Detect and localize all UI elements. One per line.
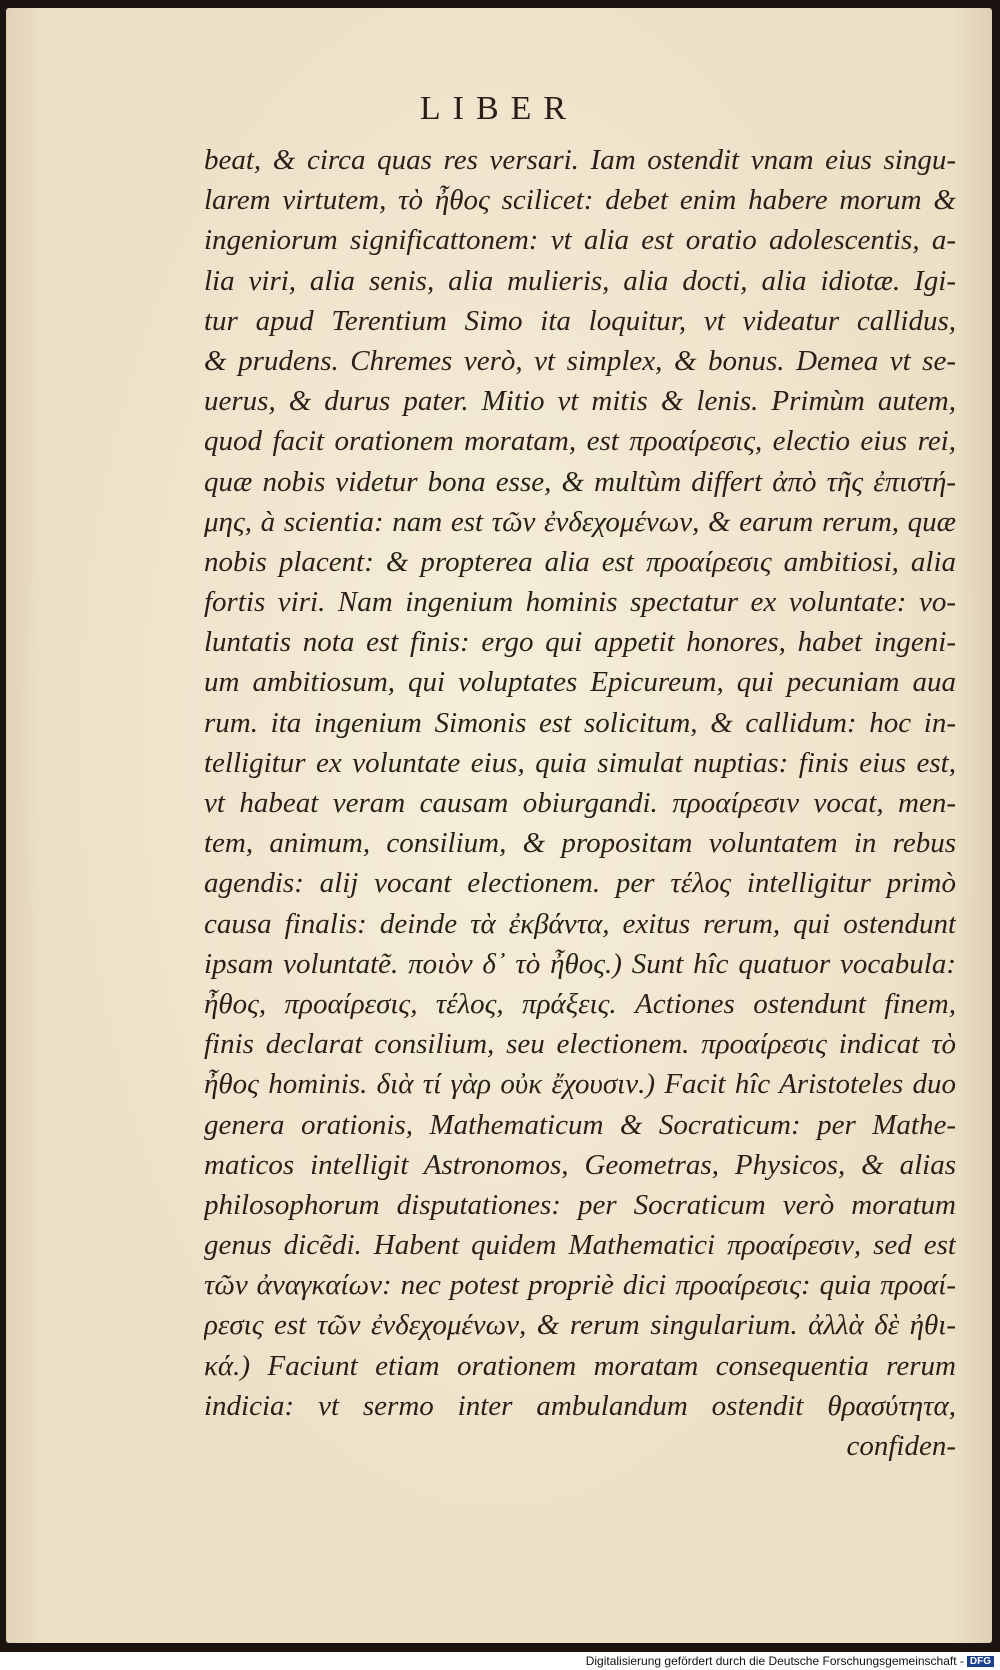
text-line: nobis placent: & propterea alia est προαίρεσις ambitiosi, alia bbox=[204, 545, 956, 578]
running-head: LIBER bbox=[419, 90, 579, 127]
digitization-credit bbox=[586, 1654, 994, 1668]
text-line: rum. ita ingenium Simonis est solicitum, & callidum: hoc in- bbox=[204, 706, 956, 739]
catchword: confiden- bbox=[846, 1430, 956, 1462]
text-line: luntatis nota est finis: ergo qui appetit honores, habet ingeni- bbox=[204, 626, 956, 659]
dfg-logo: DFG bbox=[967, 1656, 994, 1667]
text-line: ingeniorum significattonem: vt alia est oratio adolescentis, a- bbox=[204, 224, 956, 257]
text-line: agendis: alij vocant electionem. per τέλος intelligitur primò bbox=[204, 867, 956, 900]
text-line: larem virtutem, τὸ ἦθος scilicet: debet enim habere morum & bbox=[204, 184, 956, 217]
text-line: genus dicẽdi. Habent quidem Mathematici προαίρεσιν, sed est bbox=[204, 1229, 956, 1262]
text-line: & prudens. Chremes verò, vt simplex, & bonus. Demea vt se- bbox=[204, 344, 956, 377]
text-line: telligitur ex voluntate eius, quia simulat nuptias: finis eius est, bbox=[204, 746, 956, 779]
text-line: causa finalis: deinde τὰ ἐκβάντα, exitus rerum, qui ostendunt bbox=[204, 907, 956, 940]
credit-text: Digitalisierung gefördert durch die Deutsche Forschungsgemeinschaft - bbox=[585, 1654, 964, 1668]
text-line: um ambitiosum, qui voluptates Epicureum, qui pecuniam aua bbox=[204, 666, 956, 699]
text-line: quæ nobis videtur bona esse, & multùm differt ἀπὸ τῆς ἐπιστή- bbox=[204, 465, 956, 498]
text-line: tem, animum, consilium, & propositam voluntatem in rebus bbox=[204, 827, 956, 860]
text-line: uerus, & durus pater. Mitio vt mitis & lenis. Primùm autem, bbox=[204, 385, 956, 418]
text-line: ἦθος hominis. διὰ τί γὰρ οὐκ ἔχουσιν.) Facit hîc Aristoteles duo bbox=[204, 1068, 956, 1101]
text-line: vt habeat veram causam obiurgandi. προαίρεσιν vocat, men- bbox=[204, 787, 956, 819]
text-line: genera orationis, Mathematicum & Socraticum: per Mathe- bbox=[204, 1108, 956, 1141]
text-line: philosophorum disputationes: per Socraticum verò moratum bbox=[204, 1188, 956, 1221]
book-page bbox=[6, 8, 992, 1643]
text-line: μης, à scientia: nam est τῶν ἐνδεχομένων, & earum rerum, quæ bbox=[204, 505, 956, 538]
text-line: ipsam voluntatẽ. ποιὸν δ᾽ τὸ ἦθος.) Sunt hîc quatuor vocabula: bbox=[204, 947, 956, 980]
text-line: ἦθος, προαίρεσις, τέλος, πράξεις. Actiones ostendunt finem, bbox=[204, 987, 956, 1020]
text-line: quod facit orationem moratam, est προαίρεσις, electio eius rei, bbox=[204, 425, 956, 458]
text-line: κά.) Faciunt etiam orationem moratam consequentia rerum bbox=[204, 1349, 956, 1382]
text-line: ρεσις est τῶν ἐνδεχομένων, & rerum singularium. ἀλλὰ δὲ ἠθι- bbox=[204, 1309, 956, 1342]
text-line: τῶν ἀναγκαίων: nec potest propriè dici προαίρεσις: quia προαί- bbox=[204, 1269, 956, 1302]
text-line: tur apud Terentium Simo ita loquitur, vt videatur callidus, bbox=[204, 304, 956, 337]
text-line: indicia: vt sermo inter ambulandum ostendit θρασύτητα, bbox=[204, 1389, 956, 1422]
body-text bbox=[204, 140, 956, 1466]
text-line: finis declarat consilium, seu electionem. προαίρεσις indicat τὸ bbox=[204, 1028, 956, 1061]
text-line: maticos intelligit Astronomos, Geometras, Physicos, & alias bbox=[204, 1148, 956, 1181]
text-line: beat, & circa quas res versari. Iam ostendit vnam eius singu- bbox=[204, 144, 956, 176]
text-line: fortis viri. Nam ingenium hominis spectatur ex voluntate: vo- bbox=[204, 586, 956, 619]
text-line: lia viri, alia senis, alia mulieris, alia docti, alia idiotæ. Igi- bbox=[204, 264, 956, 297]
